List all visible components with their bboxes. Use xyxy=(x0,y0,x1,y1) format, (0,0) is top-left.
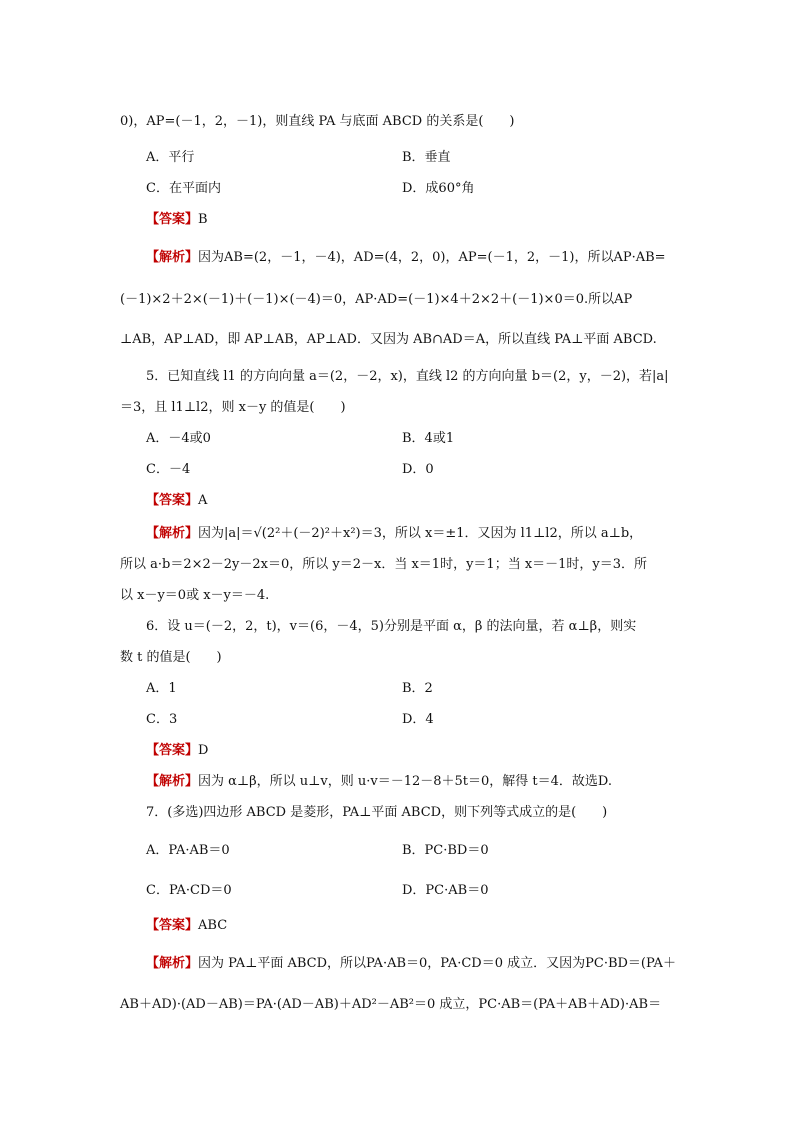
q4-option-a: A．平行 xyxy=(146,150,195,165)
q4-stem-continuation: 0)，AP=(－1，2，－1)，则直线 PA 与底面 ABCD 的关系是( ) xyxy=(120,114,515,129)
q7-option-b: B．PC·BD＝0 xyxy=(402,843,489,858)
q6-stem-line-2: 数 t 的值是( ) xyxy=(120,650,222,665)
q7-option-d: D．PC·AB＝0 xyxy=(402,883,489,898)
answer-value: ABC xyxy=(198,918,228,933)
analysis-tag: 【解析】 xyxy=(146,956,199,971)
q6-analysis-line-1 xyxy=(146,770,612,789)
q6-option-c: C．3 xyxy=(146,712,178,727)
answer-value: B xyxy=(198,212,208,227)
analysis-text: 因为 α⊥β，所以 u⊥v，则 u·v＝－12－8＋5t＝0，解得 t＝4．故选D. xyxy=(198,774,613,789)
q6-answer xyxy=(146,739,208,758)
q4-analysis-line-3: ⊥AB，AP⊥AD，即 AP⊥AB，AP⊥AD．又因为 AB∩AD＝A，所以直线 PA⊥平面 ABCD. xyxy=(120,332,657,347)
q7-answer xyxy=(146,914,227,933)
q7-analysis-line-1 xyxy=(146,952,676,971)
q5-option-c: C．－4 xyxy=(146,462,191,477)
q5-option-a: A．－4或0 xyxy=(146,431,211,446)
q5-analysis-line-1 xyxy=(146,522,642,541)
q4-option-b: B．垂直 xyxy=(402,150,451,165)
q6-option-b: B．2 xyxy=(402,681,433,696)
analysis-text: 因为AB=(2，－1，－4)，AD=(4，2，0)，AP=(－1，2，－1)，所以AP·AB= xyxy=(198,250,666,265)
answer-tag: 【答案】 xyxy=(146,918,199,933)
q4-analysis-line-2: (－1)×2＋2×(－1)＋(－1)×(－4)＝0，AP·AD=(－1)×4＋2×2＋(－1)×0＝0.所以AP xyxy=(120,292,633,307)
q7-stem-line-1: 7．(多选)四边形 ABCD 是菱形，PA⊥平面 ABCD，则下列等式成立的是( ) xyxy=(146,805,608,820)
q5-stem-line-2: ＝3，且 l1⊥l2，则 x－y 的值是( ) xyxy=(120,400,346,415)
q4-option-d: D．成60°角 xyxy=(402,181,475,196)
analysis-text: 因为|a|＝√(2²＋(－2)²＋x²)＝3，所以 x＝±1．又因为 l1⊥l2，所以 a⊥b， xyxy=(198,526,643,541)
q5-stem-line-1: 5．已知直线 l1 的方向向量 a＝(2，－2，x)，直线 l2 的方向向量 b＝(2，y，－2)，若|a| xyxy=(146,369,669,384)
q7-option-c: C．PA·CD＝0 xyxy=(146,883,232,898)
answer-value: A xyxy=(198,493,208,508)
q7-analysis-line-2: AB＋AD)·(AD－AB)＝PA·(AD－AB)＋AD²－AB²＝0 成立，PC·AB＝(PA＋AB＋AD)·AB＝ xyxy=(120,997,662,1012)
answer-tag: 【答案】 xyxy=(146,743,199,758)
q4-option-c: C．在平面内 xyxy=(146,181,221,196)
answer-tag: 【答案】 xyxy=(146,212,199,227)
q6-option-d: D．4 xyxy=(402,712,434,727)
q4-answer xyxy=(146,208,208,227)
analysis-tag: 【解析】 xyxy=(146,526,199,541)
q6-option-a: A．1 xyxy=(146,681,177,696)
analysis-tag: 【解析】 xyxy=(146,250,199,265)
q5-analysis-line-2: 所以 a·b＝2×2－2y－2x＝0，所以 y＝2－x．当 x＝1时，y＝1；当 x＝－1时，y＝3．所 xyxy=(120,557,648,572)
q5-analysis-line-3: 以 x－y＝0或 x－y＝－4. xyxy=(120,588,270,603)
q5-option-b: B．4或1 xyxy=(402,431,455,446)
analysis-tag: 【解析】 xyxy=(146,774,199,789)
analysis-text: 因为 PA⊥平面 ABCD，所以PA·AB＝0，PA·CD＝0 成立．又因为PC·BD＝(PA＋ xyxy=(198,956,676,971)
q7-option-a: A．PA·AB＝0 xyxy=(146,843,230,858)
q6-stem-line-1: 6．设 u＝(－2，2，t)，v＝(6，－4，5)分别是平面 α，β 的法向量，若 α⊥β，则实 xyxy=(146,619,637,634)
q4-analysis-line-1 xyxy=(146,246,666,265)
answer-value: D xyxy=(198,743,209,758)
answer-tag: 【答案】 xyxy=(146,493,199,508)
q5-option-d: D．0 xyxy=(402,462,434,477)
q5-answer xyxy=(146,489,207,508)
